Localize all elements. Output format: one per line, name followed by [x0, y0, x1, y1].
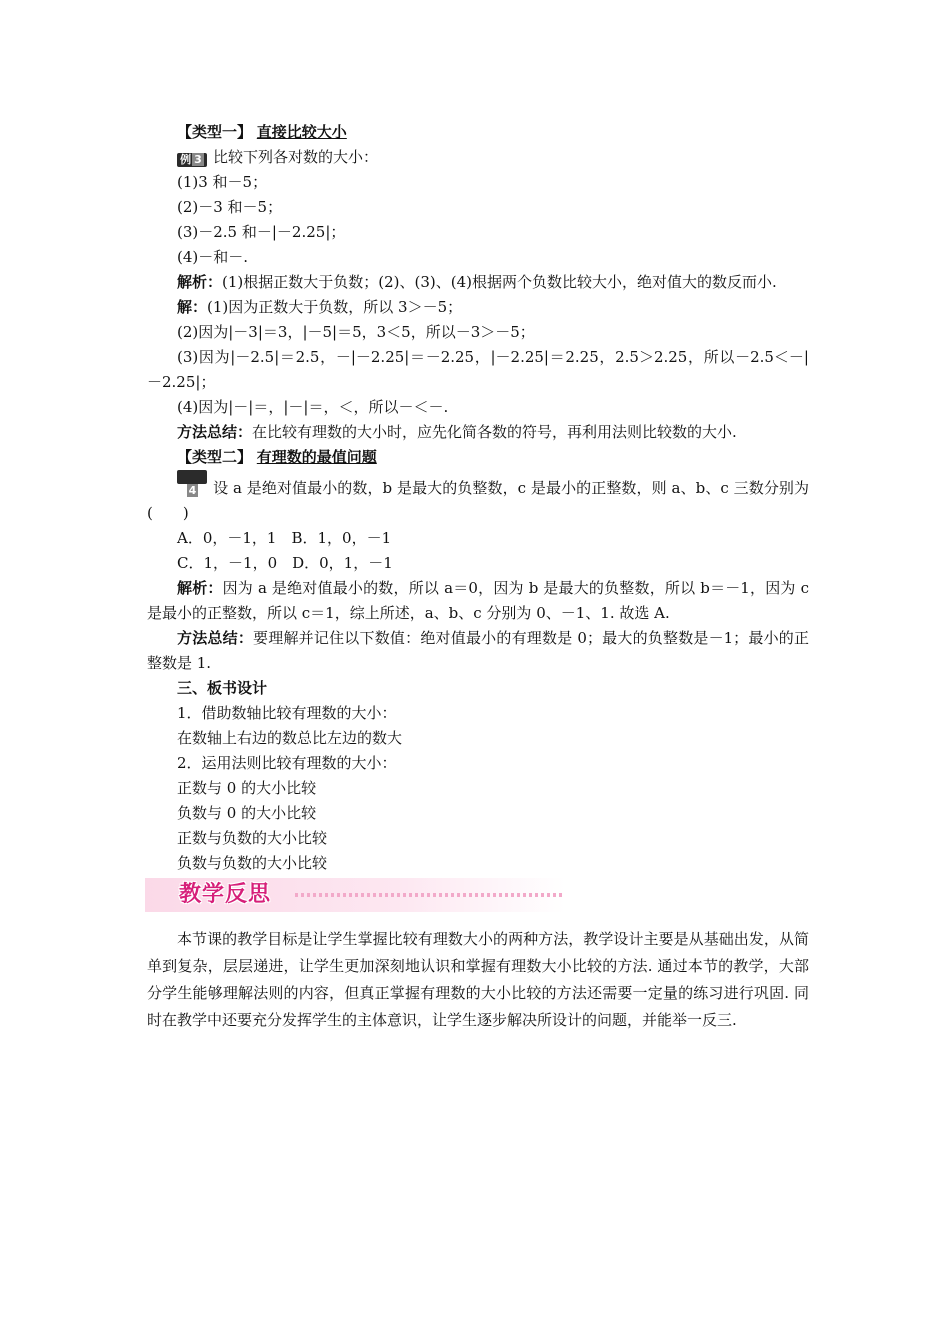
board-line: 负数与 0 的大小比较 [177, 804, 317, 822]
board-line: 正数与负数的大小比较 [177, 829, 328, 847]
example-badge-icon: 例4 [177, 470, 207, 484]
type1-bracket: 【类型一】 [177, 123, 253, 141]
example4-analysis: 解析：因为 a 是绝对值最小的数，所以 a＝0，因为 b 是最大的负整数，所以 b＝－1，因为 c 是最小的正整数，所以 c＝1，综上所述，a、b、c 分别为 0、－1、1. 故选 A. [147, 579, 809, 622]
example3-analysis: 解析：(1)根据正数大于负数；(2)、(3)、(4)根据两个负数比较大小，绝对值大的数反而小. [177, 273, 777, 291]
example4-option: A．0，－1，1 B．1，0，－1 [177, 529, 392, 547]
example3-solution-line: 解：(1)因为正数大于负数，所以 3＞－5； [177, 298, 463, 316]
banner-dots-decoration [295, 893, 565, 897]
type2-heading [147, 445, 809, 470]
board-line: 2．运用法则比较有理数的大小： [177, 754, 397, 772]
type2-bracket: 【类型二】 [177, 448, 253, 466]
example4-summary: 方法总结：要理解并记住以下数值：绝对值最小的有理数是 0；最大的负整数是－1；最小的正整数是 1. [147, 629, 809, 672]
example3-summary: 方法总结：在比较有理数的大小时，应先化简各数的符号，再利用法则比较数的大小. [177, 423, 737, 441]
example-badge-icon: 例 3 [177, 153, 207, 167]
board-heading: 三、板书设计 [177, 679, 268, 697]
document-content [147, 120, 809, 1034]
reflection-banner [145, 878, 565, 912]
example3-prompt-line [147, 145, 809, 170]
board-line: 正数与 0 的大小比较 [177, 779, 317, 797]
example3-solution-line: (3)因为|－2.5|＝2.5，－|－2.25|＝－2.25，|－2.25|＝2.25，2.5＞2.25，所以－2.5＜－|－2.25|； [147, 348, 809, 391]
example3-item: (4)－和－. [177, 248, 249, 266]
example3-solution-line: (2)因为|－3|＝3，|－5|＝5，3＜5，所以－3＞－5； [177, 323, 535, 341]
example3-item: (2)－3 和－5； [177, 198, 283, 216]
board-line: 在数轴上右边的数总比左边的数大 [177, 729, 403, 747]
type1-heading [147, 120, 809, 145]
type1-title: 直接比较大小 [256, 123, 347, 141]
type2-title: 有理数的最值问题 [256, 448, 377, 466]
example4-option: C．1，－1，0 D．0，1，－1 [177, 554, 393, 572]
board-line: 1．借助数轴比较有理数的大小： [177, 704, 397, 722]
example4-question: 例4 设 a 是绝对值最小的数，b 是最大的负整数，c 是最小的正整数，则 a、b、c 三数分别为( ) [147, 470, 809, 522]
example3-item: (3)－2.5 和－|－2.25|； [177, 223, 346, 241]
example3-solution-line: (4)因为|－|＝，|－|＝，＜，所以－＜－. [177, 398, 449, 416]
reflection-banner-title: 教学反思 [179, 882, 272, 907]
example3-prompt: 比较下列各对数的大小： [213, 148, 379, 166]
board-line: 负数与负数的大小比较 [177, 854, 328, 872]
reflection-text: 本节课的教学目标是让学生掌握比较有理数大小的两种方法，教学设计主要是从基础出发，从简单到复杂，层层递进，让学生更加深刻地认识和掌握有理数大小比较的方法. 通过本节的教学，大部分学生能够理解法则的内容，但真正掌握有理数的大小比较的方法还需要一定量的练习进行巩固. 同时在教学中还要充分发挥学生的主体意识，让学生逐步解决所设计的问题，并能举一反三. [147, 930, 809, 1029]
example3-item: (1)3 和－5； [177, 173, 268, 191]
